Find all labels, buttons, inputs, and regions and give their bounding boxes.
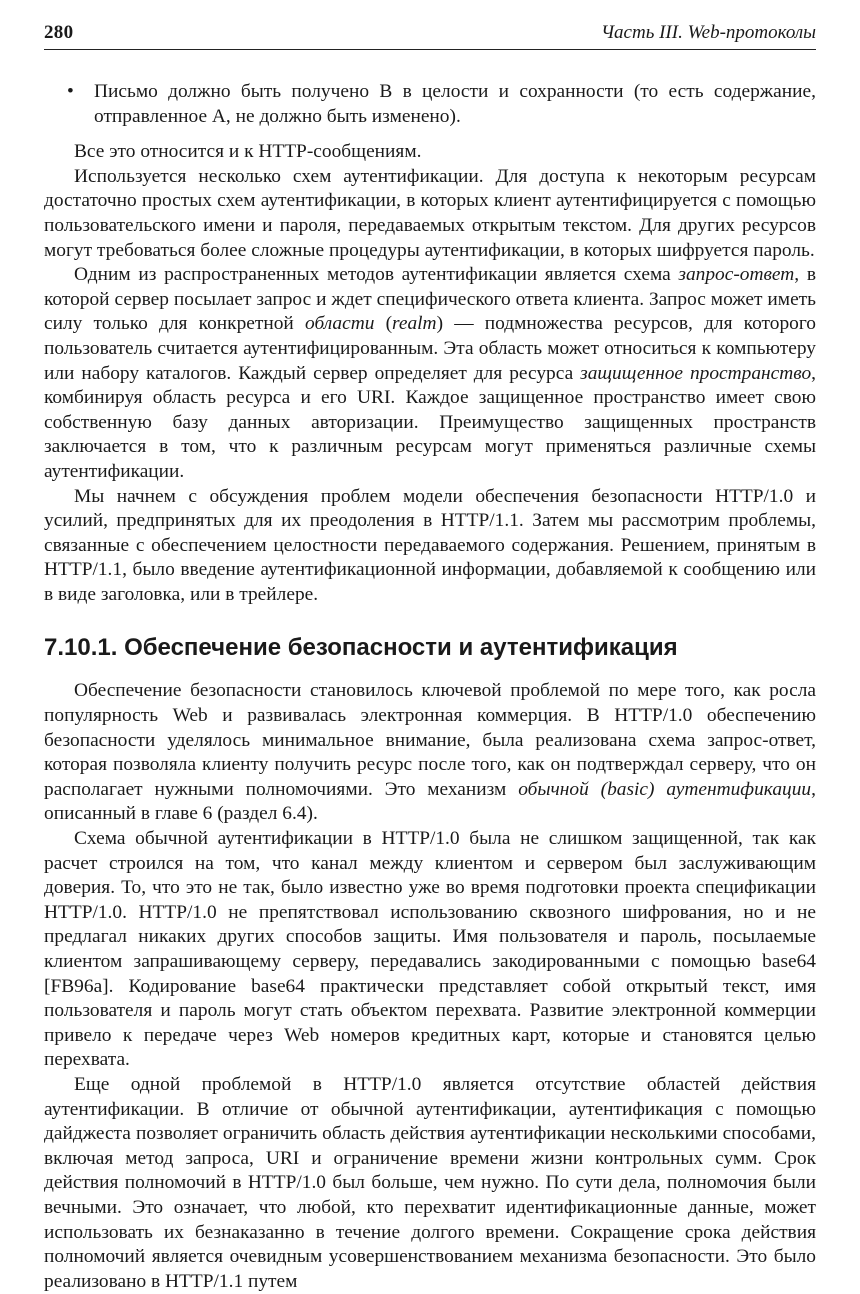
paragraph: Еще одной проблемой в HTTP/1.0 является отсутствие областей действия аутентификации. В отличие от обычной аутентификации, аутентификация с помощью дайджеста позволяет ограничить область действия аутентификации несколькими способами, включая метод запроса, URI и ограничение времени жизни контрольных сумм. Срок действия полномочий в HTTP/1.0 был больше, чем нужно. По сути дела, полномочия были вечными. Это означает, что любой, кто перехватит идентификационные данные, может использовать их безнаказанно в течение долгого времени. Сокращение срока действия полномочий является очевидным усовершенствованием механизма безопасности. Это было реализовано в HTTP/1.1 путем (44, 1073, 816, 1292)
paragraph: Схема обычной аутентификации в HTTP/1.0 была не слишком защищенной, так как расчет строился на том, что канал между клиентом и сервером был заслуживающим доверия. То, что это не так, было известно уже во время подготовки проекта спецификации HTTP/1.0. HTTP/1.0 не препятствовал использованию сквозного шифрования, но и не предлагал никаких других способов защиты. Имя пользователя и пароль, посылаемые клиентом запрашивающему серверу, передавались закодированными с помощью base64 [FB96a]. Кодирование base64 практически представляет собой открытый текст, имя пользователя и пароль могут стать объектом перехвата. Развитие электронной коммерции привело к передаче через Web номеров кредитных карт, которые и становятся целью перехвата. (44, 828, 816, 1071)
running-head: Часть III. Web-протоколы (600, 22, 816, 43)
text-run: ( (374, 313, 393, 335)
bullet-icon: • (67, 81, 74, 102)
book-page (44, 22, 816, 1294)
section-heading: 7.10.1. Обеспечение безопасности и аутентификация (44, 634, 678, 662)
emphasized-term: запрос-ответ (678, 264, 795, 286)
text-run: Одним из распространенных методов аутентификации является схема (74, 264, 679, 286)
bullet-list (44, 80, 816, 129)
text-run: , комбинируя область ресурса и его URI. Каждое защищенное пространство имеет свою собственную базу данных авторизации. Преимущество защищенных пространств заключается в том, что к различным ресурсам могут применяться различные схемы аутентификации. (44, 362, 817, 482)
text-run: , описанный в главе 6 (раздел 6.4). (44, 778, 816, 825)
text-run: , в которой сервер посылает запрос и ждет специфического ответа клиента. Запрос может иметь силу только для конкретной (44, 264, 816, 335)
emphasized-term: защищенное пространство (580, 362, 812, 384)
paragraph: Мы начнем с обсуждения проблем модели обеспечения безопасности HTTP/1.0 и усилий, предпринятых для их преодоления в HTTP/1.1. Затем мы рассмотрим проблемы, связанные с обеспечением целостности передаваемого содержания. Решением, принятым в HTTP/1.1, было введение аутентификационной информации, добавляемой к сообщению или в виде заголовка, или в трейлере. (44, 485, 816, 605)
paragraph (44, 263, 816, 484)
page-body (44, 80, 816, 1294)
page-number: 280 (44, 22, 74, 43)
emphasized-term: области (305, 313, 375, 335)
emphasized-term: realm (392, 313, 437, 335)
text-run: ) — подмножества ресурсов, для которого пользователь считается аутентифицированным. Эта область может относиться к компьютеру или набору каталогов. Каждый сервер определяет для ресурса (44, 313, 817, 384)
text-run: Обеспечение безопасности становилось ключевой проблемой по мере того, как росла популярность Web и развивалась электронная коммерция. В HTTP/1.0 обеспечению безопасности уделялось минимальное внимание, была реализована схема запрос-ответ, которая позволяла клиенту получить ресурс после того, как он подтверждал серверу, что он располагает нужными полномочиями. Это механизм (44, 680, 816, 800)
paragraph: Используется несколько схем аутентификации. Для доступа к некоторым ресурсам достаточно простых схем аутентификации, в которых клиент аутентифицируется с помощью пользовательского имени и пароля, передаваемых открытым текстом. Для других ресурсов могут требоваться более сложные процедуры аутентификации, в которых шифруется пароль. (44, 165, 816, 261)
paragraph (44, 679, 816, 827)
emphasized-term: обычной (basic) аутентификации (518, 778, 812, 800)
list-item (67, 80, 816, 129)
list-item-text: Письмо должно быть получено В в целости и сохранности (то есть содержание, отправленное А, не должно быть изменено). (94, 81, 816, 127)
paragraph: Все это относится и к HTTP-сообщениям. (74, 141, 422, 163)
page-header (44, 22, 816, 50)
